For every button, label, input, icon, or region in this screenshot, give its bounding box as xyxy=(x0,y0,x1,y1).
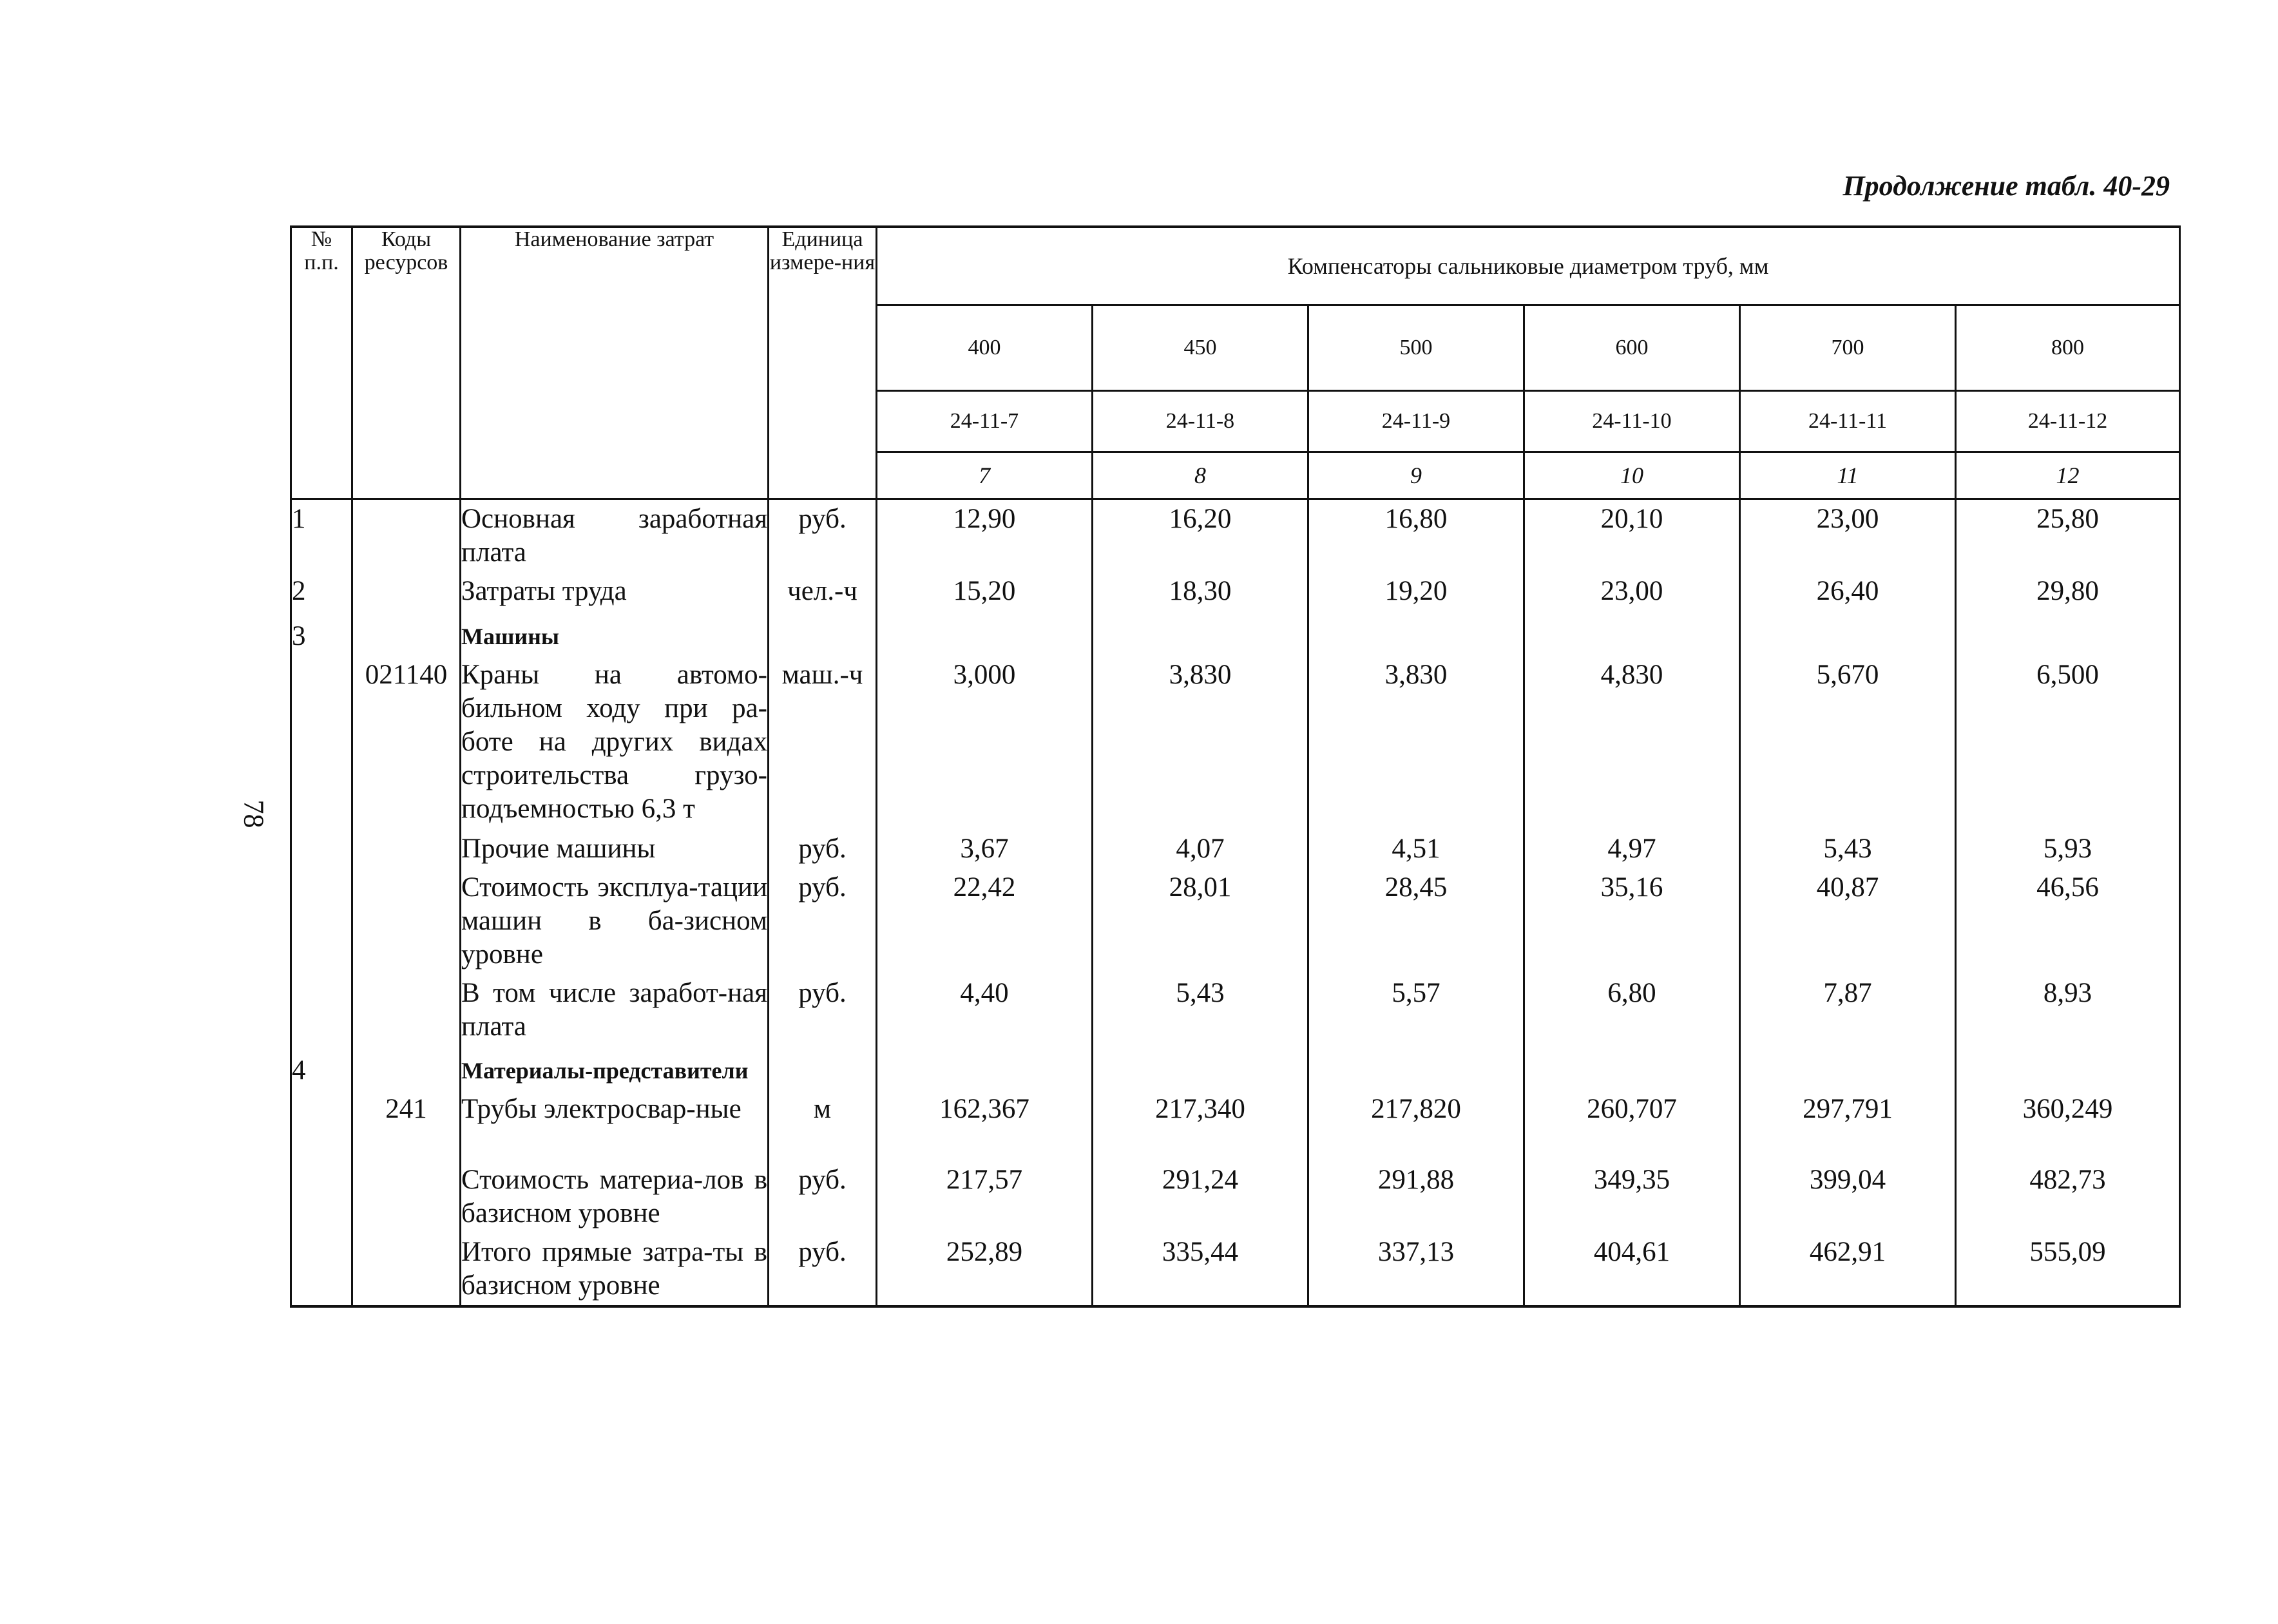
row-num xyxy=(291,656,352,830)
row-code xyxy=(352,1051,461,1090)
row-name: Прочие машины xyxy=(461,830,769,868)
row-code xyxy=(352,617,461,656)
row-value: 4,97 xyxy=(1524,830,1740,868)
row-num xyxy=(291,830,352,868)
row-value: 28,45 xyxy=(1308,868,1524,974)
row-value: 5,43 xyxy=(1093,974,1308,1051)
row-value: 555,09 xyxy=(1956,1233,2180,1306)
row-value: 482,73 xyxy=(1956,1161,2180,1233)
row-value xyxy=(1524,1051,1740,1090)
row-value: 291,24 xyxy=(1093,1161,1308,1233)
header-size: 600 xyxy=(1524,305,1740,391)
row-value: 217,820 xyxy=(1308,1090,1524,1161)
row-code xyxy=(352,1161,461,1233)
row-value: 260,707 xyxy=(1524,1090,1740,1161)
header-code: Коды ресурсов xyxy=(352,227,461,499)
header-name: Наименование затрат xyxy=(461,227,769,499)
row-num: 4 xyxy=(291,1051,352,1090)
row-value: 12,90 xyxy=(877,499,1093,573)
header-col-number: 9 xyxy=(1308,452,1524,499)
row-value: 29,80 xyxy=(1956,572,2180,617)
row-value: 15,20 xyxy=(877,572,1093,617)
row-code xyxy=(352,830,461,868)
row-value: 20,10 xyxy=(1524,499,1740,573)
row-value xyxy=(1956,1051,2180,1090)
row-value xyxy=(1740,1051,1956,1090)
row-value: 3,830 xyxy=(1093,656,1308,830)
row-value: 217,340 xyxy=(1093,1090,1308,1161)
header-rate-code: 24-11-9 xyxy=(1308,391,1524,452)
table-row xyxy=(291,1233,2180,1306)
table-row xyxy=(291,499,2180,573)
row-code: 241 xyxy=(352,1090,461,1161)
row-name: Трубы электросвар-ные xyxy=(461,1090,769,1161)
header-col-number: 10 xyxy=(1524,452,1740,499)
row-num xyxy=(291,1090,352,1161)
row-value xyxy=(1093,1051,1308,1090)
header-col-number: 7 xyxy=(877,452,1093,499)
header-col-number: 11 xyxy=(1740,452,1956,499)
row-unit: руб. xyxy=(769,1233,877,1306)
header-rate-code: 24-11-7 xyxy=(877,391,1093,452)
table-caption: Продолжение табл. 40-29 xyxy=(1843,170,2170,202)
table-row xyxy=(291,1051,2180,1090)
row-value: 162,367 xyxy=(877,1090,1093,1161)
row-value: 23,00 xyxy=(1740,499,1956,573)
row-value: 5,57 xyxy=(1308,974,1524,1051)
row-unit: м xyxy=(769,1090,877,1161)
row-code xyxy=(352,974,461,1051)
row-value xyxy=(877,617,1093,656)
row-num xyxy=(291,1233,352,1306)
row-unit: чел.-ч xyxy=(769,572,877,617)
row-name: В том числе заработ-ная плата xyxy=(461,974,769,1051)
row-unit: руб. xyxy=(769,1161,877,1233)
row-value: 46,56 xyxy=(1956,868,2180,974)
row-unit xyxy=(769,1051,877,1090)
row-value: 399,04 xyxy=(1740,1161,1956,1233)
header-size: 450 xyxy=(1093,305,1308,391)
row-name: Затраты труда xyxy=(461,572,769,617)
row-value: 23,00 xyxy=(1524,572,1740,617)
row-code: 021140 xyxy=(352,656,461,830)
row-value: 6,500 xyxy=(1956,656,2180,830)
row-value: 16,20 xyxy=(1093,499,1308,573)
row-value: 22,42 xyxy=(877,868,1093,974)
header-unit: Единица измере-ния xyxy=(769,227,877,499)
row-value xyxy=(1740,617,1956,656)
table-row xyxy=(291,868,2180,974)
section-title: Материалы-представители xyxy=(461,1051,769,1090)
row-num: 2 xyxy=(291,572,352,617)
row-value: 291,88 xyxy=(1308,1161,1524,1233)
row-code xyxy=(352,572,461,617)
row-value: 3,830 xyxy=(1308,656,1524,830)
row-value: 16,80 xyxy=(1308,499,1524,573)
row-num: 1 xyxy=(291,499,352,573)
row-value: 5,43 xyxy=(1740,830,1956,868)
header-rate-code: 24-11-12 xyxy=(1956,391,2180,452)
row-code xyxy=(352,1233,461,1306)
row-unit: маш.-ч xyxy=(769,656,877,830)
row-value: 252,89 xyxy=(877,1233,1093,1306)
row-value: 8,93 xyxy=(1956,974,2180,1051)
row-value xyxy=(1093,617,1308,656)
row-value: 6,80 xyxy=(1524,974,1740,1051)
page-number: 78 xyxy=(238,799,270,828)
row-name: Основная заработная плата xyxy=(461,499,769,573)
row-name: Итого прямые затра-ты в базисном уровне xyxy=(461,1233,769,1306)
row-value: 7,87 xyxy=(1740,974,1956,1051)
row-value: 35,16 xyxy=(1524,868,1740,974)
row-value: 4,51 xyxy=(1308,830,1524,868)
row-value xyxy=(1524,617,1740,656)
table-row xyxy=(291,572,2180,617)
header-size: 800 xyxy=(1956,305,2180,391)
table-row xyxy=(291,1161,2180,1233)
row-code xyxy=(352,499,461,573)
row-value: 404,61 xyxy=(1524,1233,1740,1306)
header-size: 700 xyxy=(1740,305,1956,391)
table-row xyxy=(291,830,2180,868)
row-value: 19,20 xyxy=(1308,572,1524,617)
row-value xyxy=(1956,617,2180,656)
header-group-title: Компенсаторы сальниковые диаметром труб, мм xyxy=(877,227,2180,305)
row-value: 18,30 xyxy=(1093,572,1308,617)
row-num xyxy=(291,868,352,974)
row-value: 360,249 xyxy=(1956,1090,2180,1161)
row-unit: руб. xyxy=(769,868,877,974)
header-size: 400 xyxy=(877,305,1093,391)
row-unit xyxy=(769,617,877,656)
row-value: 349,35 xyxy=(1524,1161,1740,1233)
row-value: 25,80 xyxy=(1956,499,2180,573)
header-col-number: 12 xyxy=(1956,452,2180,499)
row-value: 217,57 xyxy=(877,1161,1093,1233)
row-value: 337,13 xyxy=(1308,1233,1524,1306)
row-code xyxy=(352,868,461,974)
row-value xyxy=(877,1051,1093,1090)
header-size: 500 xyxy=(1308,305,1524,391)
row-value: 462,91 xyxy=(1740,1233,1956,1306)
row-unit: руб. xyxy=(769,830,877,868)
row-value: 4,830 xyxy=(1524,656,1740,830)
row-value: 3,67 xyxy=(877,830,1093,868)
row-num xyxy=(291,1161,352,1233)
table-row xyxy=(291,656,2180,830)
row-value: 5,93 xyxy=(1956,830,2180,868)
row-value: 3,000 xyxy=(877,656,1093,830)
cost-table xyxy=(290,225,2181,1308)
header-rate-code: 24-11-8 xyxy=(1093,391,1308,452)
row-value xyxy=(1308,617,1524,656)
header-rate-code: 24-11-10 xyxy=(1524,391,1740,452)
header-rate-code: 24-11-11 xyxy=(1740,391,1956,452)
row-value: 4,40 xyxy=(877,974,1093,1051)
row-unit: руб. xyxy=(769,974,877,1051)
table-row xyxy=(291,617,2180,656)
row-value: 335,44 xyxy=(1093,1233,1308,1306)
row-value xyxy=(1308,1051,1524,1090)
header-num: № п.п. xyxy=(291,227,352,499)
section-title: Машины xyxy=(461,617,769,656)
table-row xyxy=(291,1090,2180,1161)
row-num xyxy=(291,974,352,1051)
row-num: 3 xyxy=(291,617,352,656)
table-row xyxy=(291,974,2180,1051)
row-unit: руб. xyxy=(769,499,877,573)
row-value: 40,87 xyxy=(1740,868,1956,974)
row-name: Стоимость эксплуа-тации машин в ба-зисном уровне xyxy=(461,868,769,974)
row-value: 26,40 xyxy=(1740,572,1956,617)
row-value: 4,07 xyxy=(1093,830,1308,868)
row-value: 28,01 xyxy=(1093,868,1308,974)
row-name: Стоимость материа-лов в базисном уровне xyxy=(461,1161,769,1233)
row-name: Краны на автомо-бильном ходу при ра-боте на других видах строительства грузо-подъемностью 6,3 т xyxy=(461,656,769,830)
row-value: 5,670 xyxy=(1740,656,1956,830)
row-value: 297,791 xyxy=(1740,1090,1956,1161)
header-col-number: 8 xyxy=(1093,452,1308,499)
